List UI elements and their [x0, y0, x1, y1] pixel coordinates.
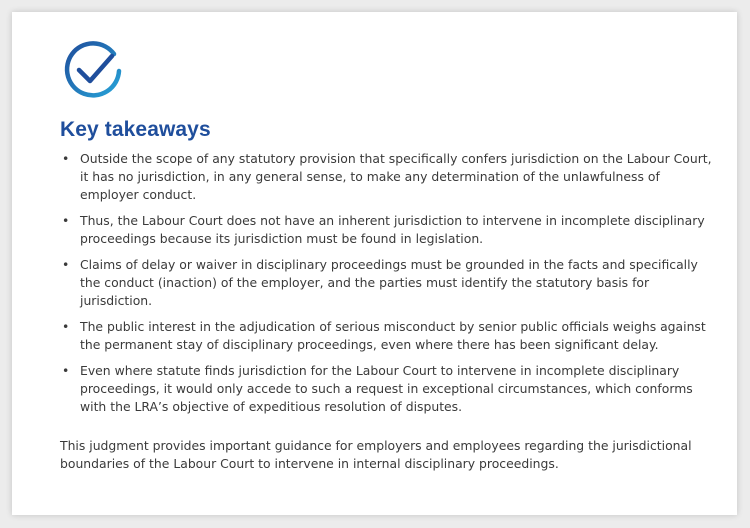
- bullet-icon: •: [62, 257, 70, 272]
- list-item: [60, 150, 720, 204]
- list-item-text: Outside the scope of any statutory provision that specifically confers jurisdiction on the Labour Court, it has no jurisdiction, in any general sense, to make any determination of the unlawfulness of employer conduct.: [80, 151, 712, 202]
- list-item: [60, 256, 720, 310]
- list-item-text: Thus, the Labour Court does not have an inherent jurisdiction to intervene in incomplete disciplinary proceedings because its jurisdiction must be found in legislation.: [80, 213, 705, 246]
- list-item: [60, 318, 720, 354]
- list-item: [60, 362, 720, 416]
- takeaways-card: [12, 12, 737, 515]
- bullet-icon: •: [62, 363, 70, 378]
- list-item-text: The public interest in the adjudication of serious misconduct by senior public officials weighs against the permanent stay of disciplinary proceedings, even where there has been significant delay.: [80, 319, 706, 352]
- list-item: [60, 212, 720, 248]
- summary-paragraph: This judgment provides important guidance for employers and employees regarding the jurisdictional boundaries of the Labour Court to intervene in internal disciplinary proceedings.: [60, 438, 692, 471]
- bullet-icon: •: [62, 319, 70, 334]
- list-item-text: Claims of delay or waiver in disciplinary proceedings must be grounded in the facts and specifically the conduct (inaction) of the employer, and the parties must identify the statutory basis for jurisdiction.: [80, 257, 698, 308]
- takeaways-list: [60, 150, 720, 424]
- bullet-icon: •: [62, 213, 70, 228]
- list-item-text: Even where statute finds jurisdiction for the Labour Court to intervene in incomplete disciplinary proceedings, it would only accede to such a request in exceptional circumstances, which conforms with the LRA’s objective of expeditious resolution of disputes.: [80, 363, 693, 414]
- page-title: Key takeaways: [60, 118, 211, 141]
- bullet-icon: •: [62, 151, 70, 166]
- checkmark-circle-icon: [62, 40, 124, 102]
